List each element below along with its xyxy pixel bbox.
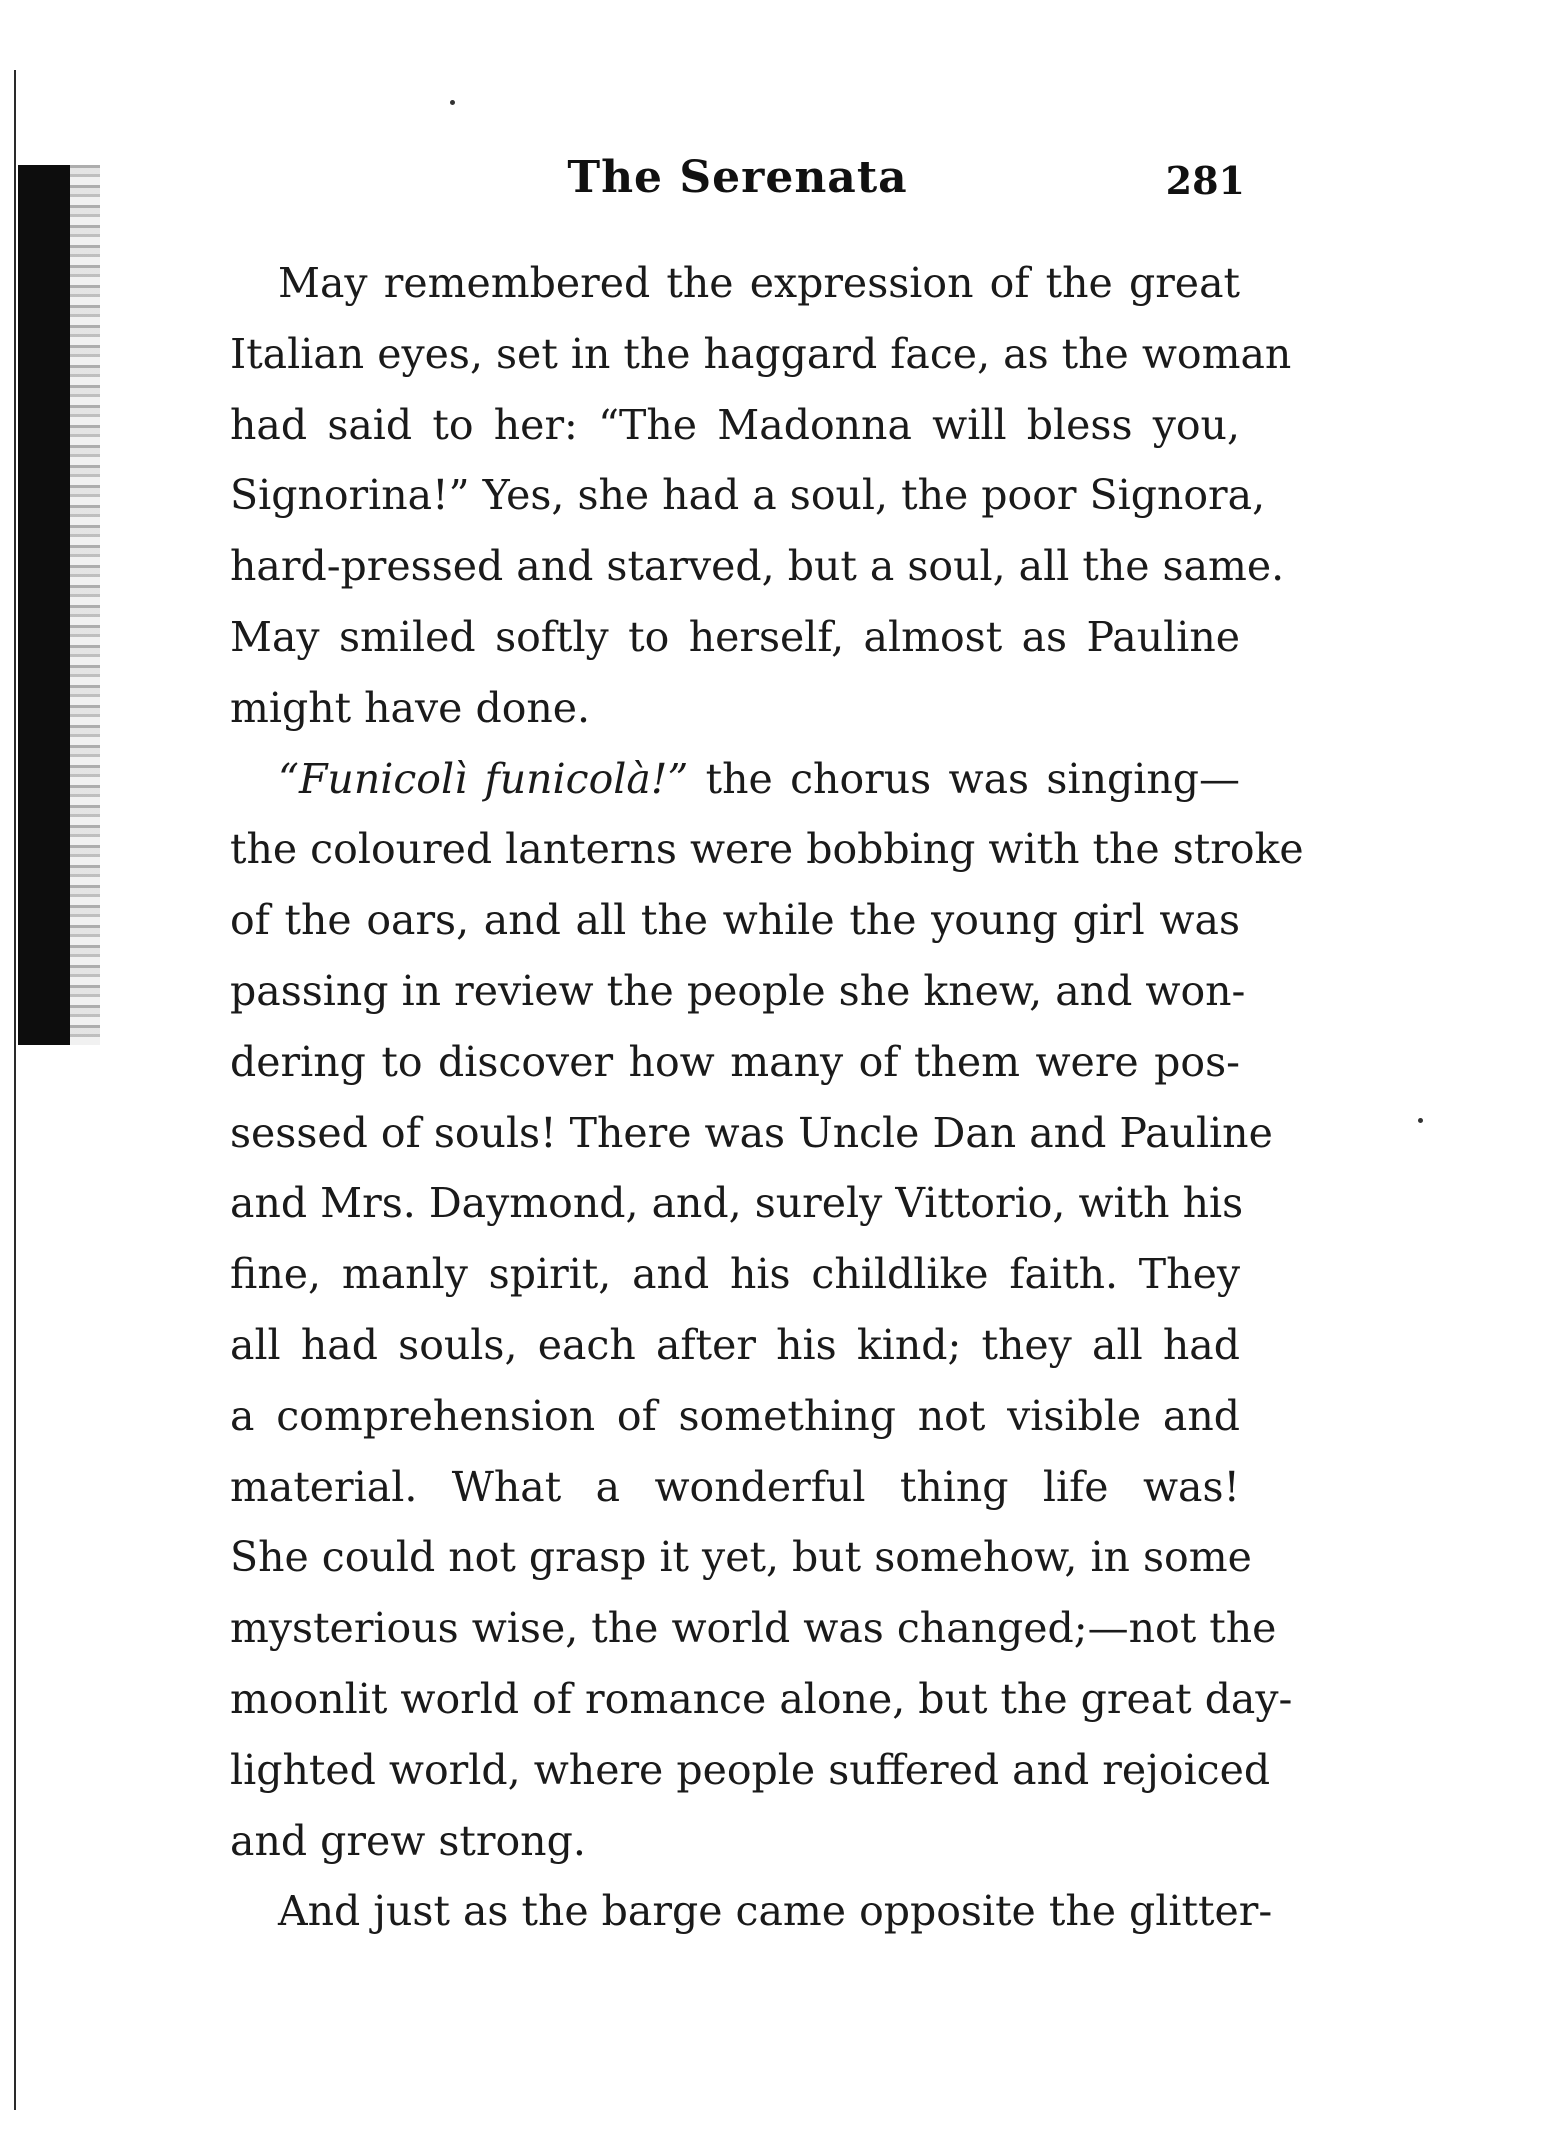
text-line: She could not grasp it yet, but somehow, in some [230, 1533, 1252, 1582]
text-line: hard-pressed and starved, but a soul, all the same. [230, 542, 1285, 591]
italic-song-title: “Funicolì funicolà!” [278, 754, 689, 803]
text-line: May smiled softly to herself, almost as Pauline [230, 612, 1240, 661]
text-line [230, 744, 1240, 815]
scan-speck [1418, 1118, 1423, 1123]
text-line: of the oars, and all the while the young girl was [230, 896, 1240, 945]
scan-gutter-shadow [18, 165, 70, 1045]
text-line: May remembered the expression of the great [278, 259, 1240, 307]
text-line: had said to her: “The Madonna will bless you, [230, 400, 1240, 449]
text-line: Signorina!” Yes, she had a soul, the poor Signora, [230, 471, 1266, 520]
text-line: dering to discover how many of them were pos- [230, 1037, 1240, 1086]
text-line: moonlit world of romance alone, but the great day- [230, 1674, 1293, 1723]
text-line: sessed of souls! There was Uncle Dan and Pauline [230, 1108, 1273, 1157]
text-line: And just as the barge came opposite the glitter- [278, 1887, 1273, 1936]
text-line: fine, manly spirit, and his childlike faith. They [230, 1250, 1240, 1299]
text-line: and Mrs. Daymond, and, surely Vittorio, with his [230, 1179, 1244, 1228]
scan-gutter-noise [70, 165, 100, 1045]
text-line: might have done. [230, 683, 591, 732]
text-line: and grew strong. [230, 1816, 586, 1865]
text-line: a comprehension of something not visible and [230, 1391, 1240, 1440]
text-line: lighted world, where people suffered and rejoiced [230, 1745, 1271, 1794]
text-line: all had souls, each after his kind; they all had [230, 1320, 1240, 1369]
text-run: the chorus was singing— [688, 754, 1240, 803]
text-line: the coloured lanterns were bobbing with the stroke [230, 825, 1304, 874]
page-number: 281 [1165, 158, 1245, 203]
scan-gutter-line [14, 70, 16, 2110]
running-head [230, 152, 1245, 212]
scan-speck [450, 100, 455, 105]
text-line: mysterious wise, the world was changed;—not the [230, 1604, 1277, 1653]
text-line: Italian eyes, set in the haggard face, as the woman [230, 329, 1292, 378]
text-line: passing in review the people she knew, and won- [230, 966, 1246, 1015]
text-line: material. What a wonderful thing life was! [230, 1462, 1240, 1511]
body-text [230, 248, 1304, 1947]
running-title: The Serenata [567, 152, 908, 203]
